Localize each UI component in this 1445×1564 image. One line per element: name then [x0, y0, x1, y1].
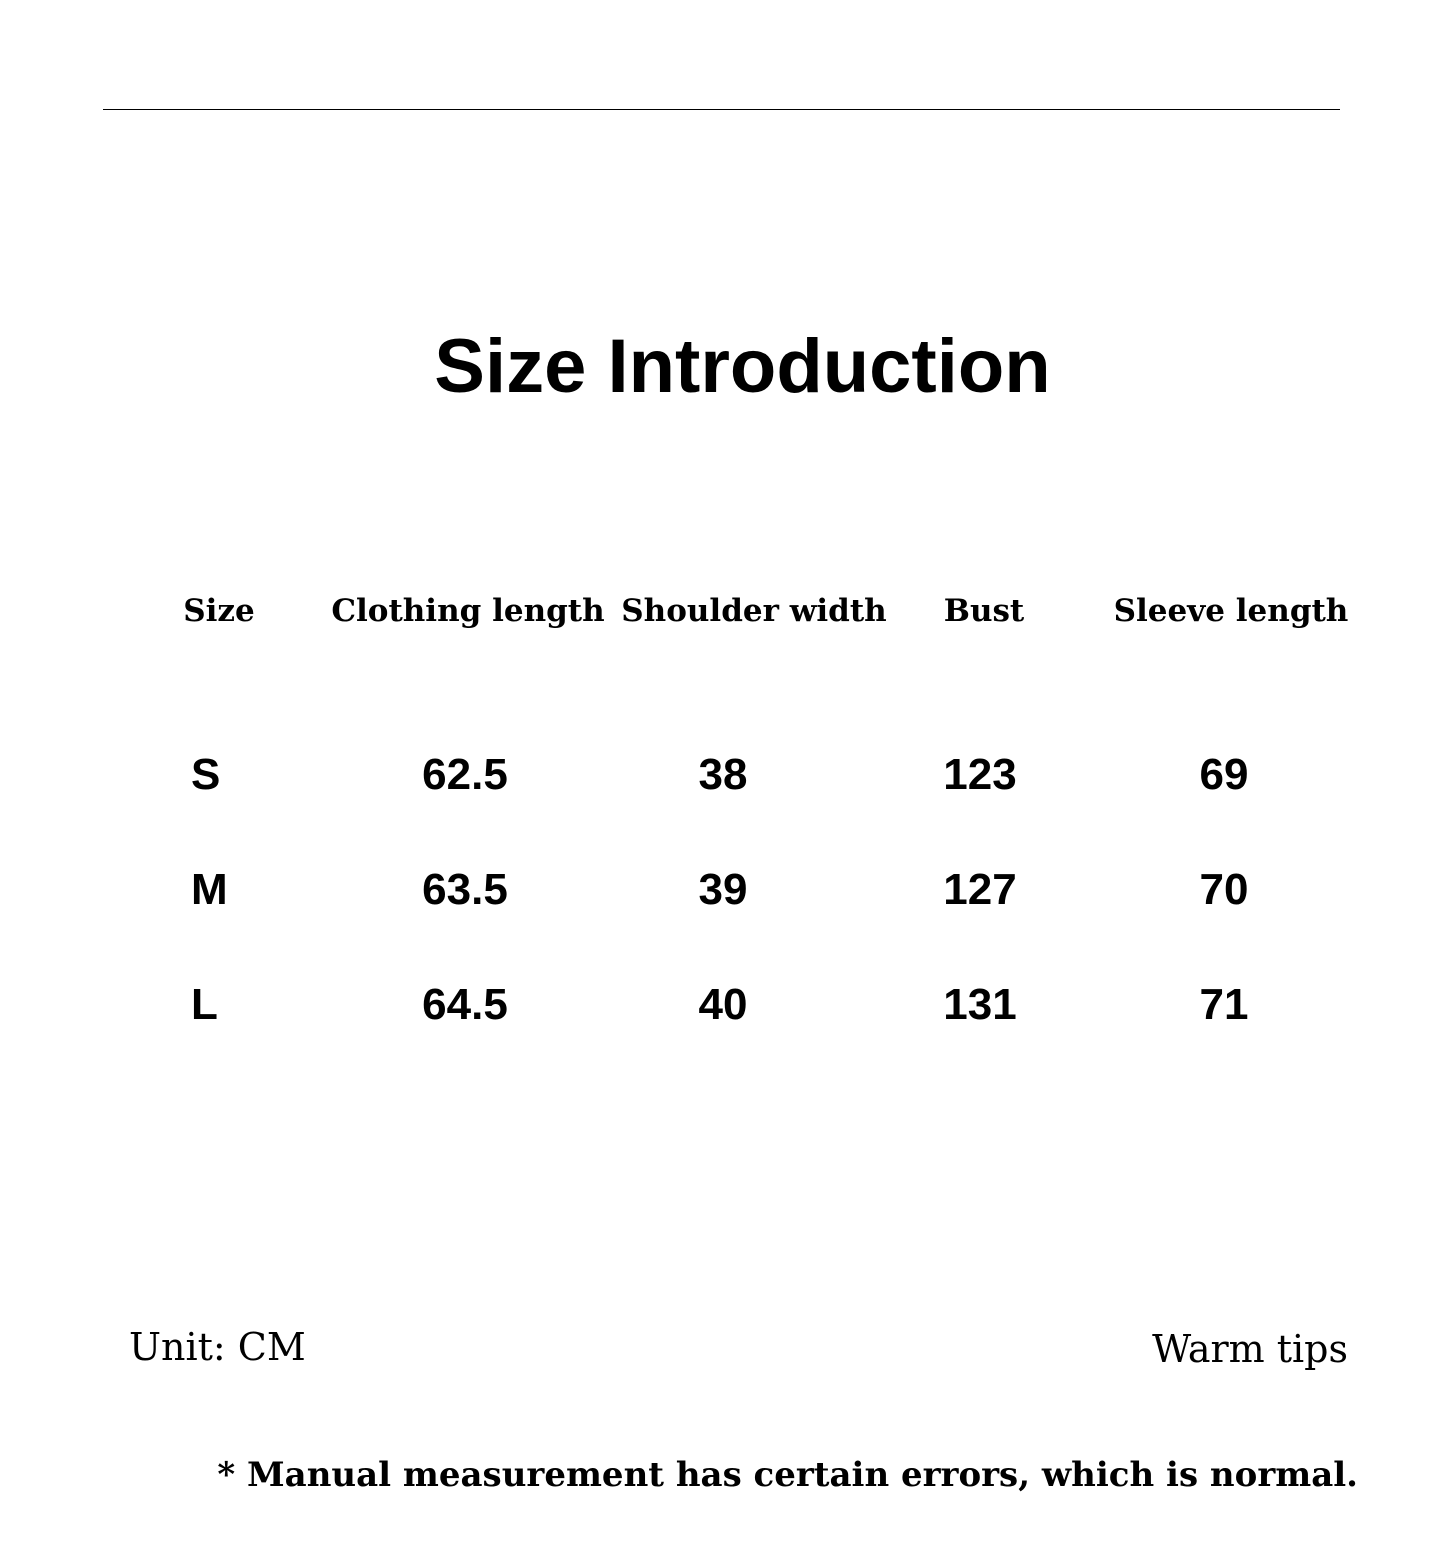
cell-clothing-length: 64.5 [422, 980, 508, 1029]
cell-shoulder-width: 39 [698, 865, 748, 914]
cell-shoulder-width: 38 [698, 750, 748, 799]
header-clothing-length: Clothing length [331, 593, 605, 629]
cell-size: L [191, 980, 218, 1029]
cell-bust: 127 [943, 865, 1017, 914]
measurement-note: * Manual measurement has certain errors, which is normal. [217, 1455, 1358, 1495]
cell-sleeve-length: 70 [1199, 865, 1249, 914]
cell-bust: 123 [943, 750, 1017, 799]
cell-clothing-length: 63.5 [422, 865, 508, 914]
header-sleeve-length: Sleeve length [1113, 593, 1349, 629]
header-shoulder-width: Shoulder width [621, 593, 887, 629]
cell-bust: 131 [943, 980, 1017, 1029]
cell-shoulder-width: 40 [698, 980, 748, 1029]
page-title: Size Introduction [434, 324, 1051, 409]
cell-clothing-length: 62.5 [422, 750, 508, 799]
cell-sleeve-length: 69 [1199, 750, 1249, 799]
top-divider [103, 109, 1340, 110]
unit-label: Unit: CM [129, 1325, 306, 1369]
cell-size: S [191, 750, 221, 799]
cell-size: M [191, 865, 228, 914]
header-bust: Bust [943, 593, 1025, 629]
cell-sleeve-length: 71 [1199, 980, 1249, 1029]
warm-tips-label: Warm tips [1152, 1327, 1348, 1371]
header-size: Size [183, 593, 255, 629]
